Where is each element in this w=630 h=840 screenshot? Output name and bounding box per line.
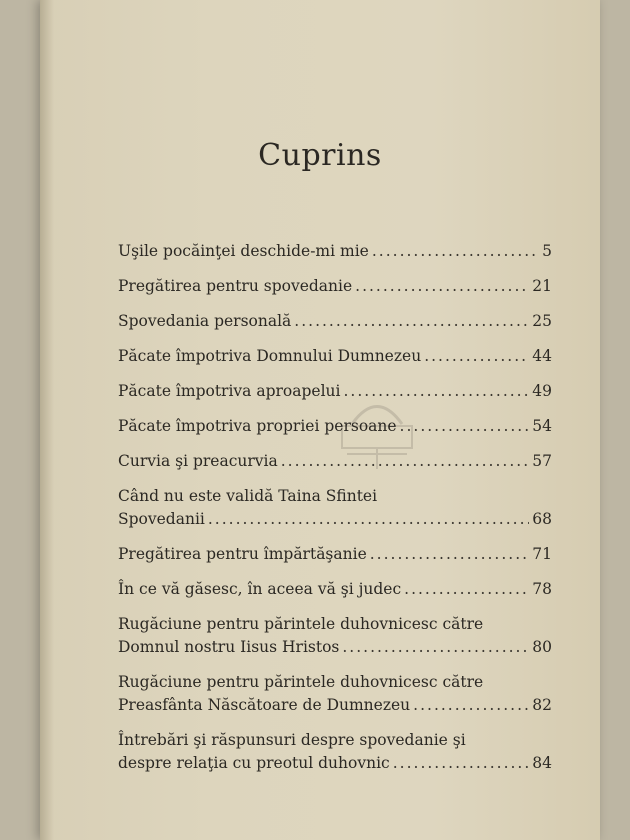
toc-entry-page-number: 25 xyxy=(532,312,552,330)
toc-entry-title-line1: Rugăciune pentru părintele duhovnicesc către xyxy=(118,615,484,633)
toc-entry-title: În ce vă găsesc, în aceea vă şi judec xyxy=(118,580,402,598)
toc-entry-row xyxy=(118,380,552,403)
toc-entry-title: despre relaţia cu preotul duhovnic xyxy=(118,754,390,772)
toc-entry-title: Preasfânta Născătoare de Dumnezeu xyxy=(118,696,411,714)
toc-entry-title-line1: Întrebări şi răspunsuri despre spovedanie şi xyxy=(118,731,466,749)
toc-entry-page-number: 44 xyxy=(532,347,552,365)
dot-leader xyxy=(424,345,529,368)
toc-entry-title: Pregătirea pentru spovedanie xyxy=(118,277,353,295)
toc-entry-page-number: 57 xyxy=(532,452,552,470)
toc-entry-title: Domnul nostru Iisus Hristos xyxy=(118,638,340,656)
dot-leader xyxy=(413,694,529,717)
toc-entry-row xyxy=(118,415,552,438)
toc-entry-page-number: 49 xyxy=(532,382,552,400)
toc-entry-row xyxy=(118,275,552,298)
table-of-contents xyxy=(118,240,552,787)
toc-entry xyxy=(118,310,552,333)
dot-leader xyxy=(372,240,539,263)
toc-entry xyxy=(118,485,552,531)
toc-entry-title: Păcate împotriva aproapelui xyxy=(118,382,341,400)
toc-entry xyxy=(118,543,552,566)
toc-entry-page-number: 78 xyxy=(532,580,552,598)
toc-entry-title-line1: Rugăciune pentru părintele duhovnicesc către xyxy=(118,673,484,691)
toc-entry xyxy=(118,671,552,717)
toc-entry-title: Păcate împotriva propriei persoane xyxy=(118,417,397,435)
toc-entry xyxy=(118,380,552,403)
dot-leader xyxy=(355,275,529,298)
toc-entry xyxy=(118,275,552,298)
toc-entry-row xyxy=(118,310,552,333)
dot-leader xyxy=(404,578,529,601)
toc-entry-page-number: 68 xyxy=(532,510,552,528)
toc-entry-row xyxy=(118,345,552,368)
dot-leader xyxy=(294,310,529,333)
toc-entry-page-number: 84 xyxy=(532,754,552,772)
toc-entry-title: Pregătirea pentru împărtăşanie xyxy=(118,545,367,563)
toc-entry-title: Uşile pocăinţei deschide-mi mie xyxy=(118,242,369,260)
toc-entry-title: Păcate împotriva Domnului Dumnezeu xyxy=(118,347,422,365)
toc-entry-row xyxy=(118,636,552,659)
dot-leader xyxy=(344,380,530,403)
book-page xyxy=(40,0,600,840)
dot-leader xyxy=(393,752,530,775)
dot-leader xyxy=(342,636,529,659)
toc-entry-row xyxy=(118,578,552,601)
toc-entry-row xyxy=(118,694,552,717)
toc-entry-title: Spovedania personală xyxy=(118,312,292,330)
toc-entry-title-line1: Când nu este validă Taina Sfintei xyxy=(118,487,378,505)
toc-entry-page-number: 80 xyxy=(532,638,552,656)
toc-entry-page-number: 71 xyxy=(532,545,552,563)
toc-entry xyxy=(118,729,552,775)
toc-entry-row xyxy=(118,450,552,473)
toc-entry-row xyxy=(118,543,552,566)
toc-entry xyxy=(118,613,552,659)
toc-entry-row xyxy=(118,240,552,263)
page-edge-shadow xyxy=(40,0,54,840)
dot-leader xyxy=(370,543,530,566)
toc-entry-page-number: 5 xyxy=(542,242,552,260)
dot-leader xyxy=(208,508,529,531)
toc-entry xyxy=(118,450,552,473)
toc-entry-page-number: 54 xyxy=(532,417,552,435)
toc-entry-title: Curvia şi preacurvia xyxy=(118,452,278,470)
toc-entry-page-number: 82 xyxy=(532,696,552,714)
toc-entry xyxy=(118,345,552,368)
page-title: Cuprins xyxy=(258,138,382,173)
dot-leader xyxy=(281,450,530,473)
toc-entry-title: Spovedanii xyxy=(118,510,205,528)
toc-entry xyxy=(118,240,552,263)
toc-entry xyxy=(118,415,552,438)
toc-entry-page-number: 21 xyxy=(532,277,552,295)
dot-leader xyxy=(400,415,530,438)
toc-entry xyxy=(118,578,552,601)
toc-entry-row xyxy=(118,752,552,775)
toc-entry-row xyxy=(118,508,552,531)
